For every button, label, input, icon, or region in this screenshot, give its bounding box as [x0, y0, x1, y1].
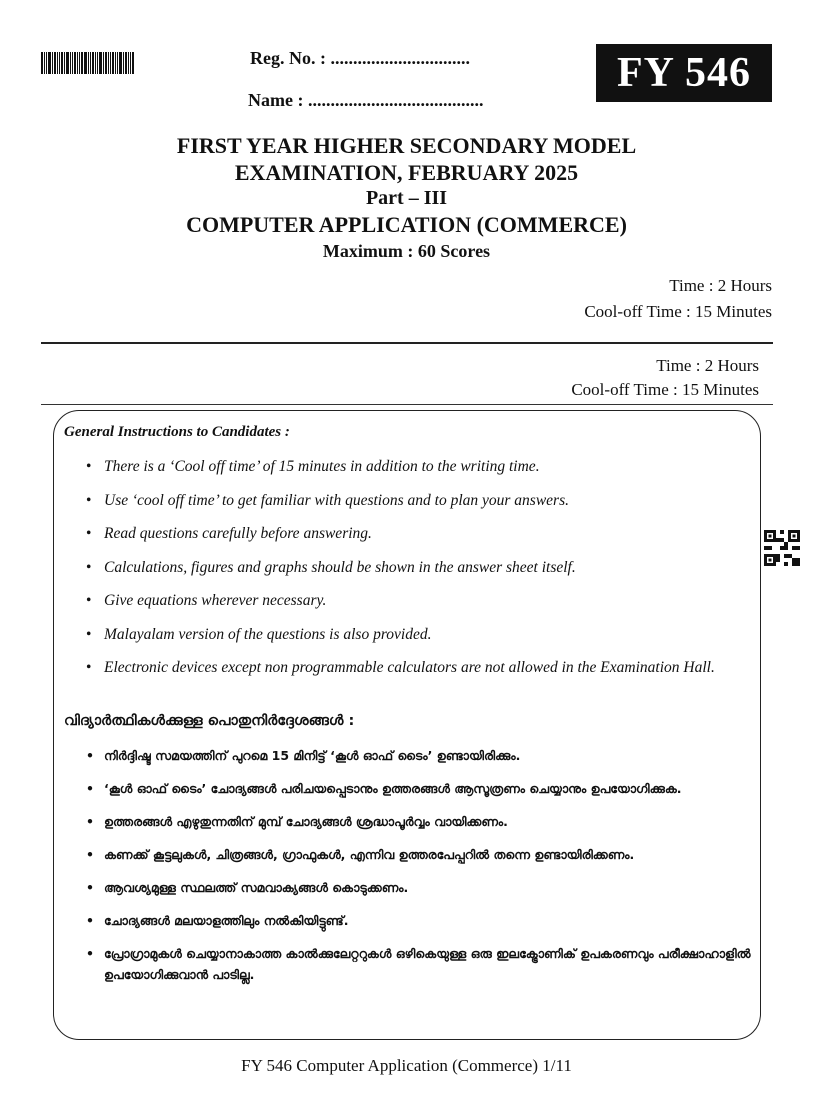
subject-title: COMPUTER APPLICATION (COMMERCE) — [186, 212, 627, 237]
barcode-stripe — [115, 52, 116, 74]
barcode-stripe — [54, 52, 56, 74]
barcode-stripe — [46, 52, 47, 74]
instructions-list-en — [86, 456, 726, 691]
list-item: • Malayalam version of the questions is also provided. — [86, 624, 726, 645]
list-item: • നിർദ്ദിഷ്ട സമയത്തിന് പുറമെ 15 മിനിട്ട് ‘കൂൾ ഓഫ് ടൈം’ ഉണ്ടായിരിക്കും. — [86, 745, 752, 766]
list-item: • Calculations, figures and graphs should be shown in the answer sheet itself. — [86, 557, 726, 578]
instructions-heading-ml: വിദ്യാർത്ഥികൾക്കുള്ള പൊതുനിർദ്ദേശങ്ങൾ : — [64, 713, 355, 729]
barcode-stripe — [70, 52, 71, 74]
time-allowed-repeat: Time : 2 Hours — [656, 356, 759, 375]
barcode-stripe — [57, 52, 58, 74]
barcode-stripe — [61, 52, 63, 74]
barcode-stripe — [66, 52, 69, 74]
reg-no-field: Reg. No. : ............................... — [250, 48, 470, 68]
cool-off-time: Cool-off Time : 15 Minutes — [584, 302, 772, 321]
barcode-stripe — [110, 52, 111, 74]
barcode-stripe — [103, 52, 104, 74]
barcode-stripe — [112, 52, 114, 74]
barcode-stripe — [90, 52, 91, 74]
barcode-stripe — [79, 52, 80, 74]
list-item: • കണക്ക് കൂട്ടലുകൾ, ചിത്രങ്ങൾ, ഗ്രാഫുകൾ, എന്നിവ ഉത്തരപേപ്പറിൽ തന്നെ ഉണ്ടായിരിക്കണം. — [86, 844, 752, 865]
barcode-stripe — [92, 52, 94, 74]
list-item: • Electronic devices except non programmable calculators are not allowed in the Examination Hall. — [86, 657, 726, 678]
barcode-stripe — [84, 52, 87, 74]
name-field: Name : ....................................... — [248, 90, 484, 110]
list-item: • ചോദ്യങ്ങൾ മലയാളത്തിലും നൽകിയിട്ടുണ്ട്. — [86, 910, 752, 931]
list-item: • ഉത്തരങ്ങൾ എഴുതുന്നതിന് മുമ്പ് ചോദ്യങ്ങൾ ശ്രദ്ധാപൂർവ്വം വായിക്കണം. — [86, 811, 752, 832]
divider — [41, 342, 773, 344]
list-item: • പ്രോഗ്രാമുകൾ ചെയ്യാനാകാത്ത കാൽക്കുലേറ്ററുകൾ ഒഴികെയുള്ള ഒരു ഇലക്ട്രോണിക് ഉപകരണവും പരീക്ഷാഹാളിൽ ഉപയോഗിക്കുവാൻ പാടില്ല. — [86, 943, 752, 985]
barcode-stripe — [123, 52, 124, 74]
barcode-stripe — [81, 52, 83, 74]
barcode-stripe — [97, 52, 98, 74]
barcode-stripe — [44, 52, 45, 74]
list-item: • ആവശ്യമുള്ള സ്ഥലത്ത് സമവാക്യങ്ങൾ കൊടുക്കണം. — [86, 877, 752, 898]
barcode-stripe — [59, 52, 60, 74]
list-item: • Use ‘cool off time’ to get familiar with questions and to plan your answers. — [86, 490, 726, 511]
qr-code-icon — [764, 530, 800, 566]
barcode-stripe — [99, 52, 102, 74]
barcode-stripe — [128, 52, 129, 74]
barcode-stripe — [74, 52, 76, 74]
exam-part: Part – III — [365, 187, 448, 209]
barcode-stripe — [48, 52, 51, 74]
instructions-list-ml — [86, 745, 752, 997]
barcode-stripe — [105, 52, 107, 74]
barcode — [41, 52, 159, 74]
barcode-stripe — [132, 52, 134, 74]
barcode-stripe — [95, 52, 96, 74]
instructions-heading-en: General Instructions to Candidates : — [64, 424, 290, 440]
paper-code-badge: FY 546 — [596, 44, 772, 102]
cool-off-time-repeat: Cool-off Time : 15 Minutes — [571, 380, 759, 399]
barcode-stripe — [88, 52, 89, 74]
exam-title-line2: EXAMINATION, FEBRUARY 2025 — [234, 160, 579, 185]
barcode-stripe — [77, 52, 78, 74]
list-item: • There is a ‘Cool off time’ of 15 minutes in addition to the writing time. — [86, 456, 726, 477]
exam-title-line1: FIRST YEAR HIGHER SECONDARY MODEL — [176, 133, 637, 158]
page-footer: FY 546 Computer Application (Commerce) 1/11 — [241, 1056, 572, 1075]
divider — [41, 404, 773, 405]
list-item: • Read questions carefully before answering. — [86, 523, 726, 544]
time-allowed: Time : 2 Hours — [669, 276, 772, 295]
max-score: Maximum : 60 Scores — [322, 241, 491, 261]
barcode-stripe — [125, 52, 127, 74]
barcode-stripe — [52, 52, 53, 74]
barcode-stripe — [108, 52, 109, 74]
list-item: • Give equations wherever necessary. — [86, 590, 726, 611]
barcode-stripe — [64, 52, 65, 74]
barcode-stripe — [72, 52, 73, 74]
list-item: • ‘കൂൾ ഓഫ് ടൈം’ ചോദ്യങ്ങൾ പരിചയപ്പെടാനും ഉത്തരങ്ങൾ ആസൂത്രണം ചെയ്യാനും ഉപയോഗിക്കുക. — [86, 778, 752, 799]
barcode-stripe — [130, 52, 131, 74]
barcode-stripe — [117, 52, 118, 74]
barcode-stripe — [119, 52, 122, 74]
barcode-stripe — [41, 52, 43, 74]
